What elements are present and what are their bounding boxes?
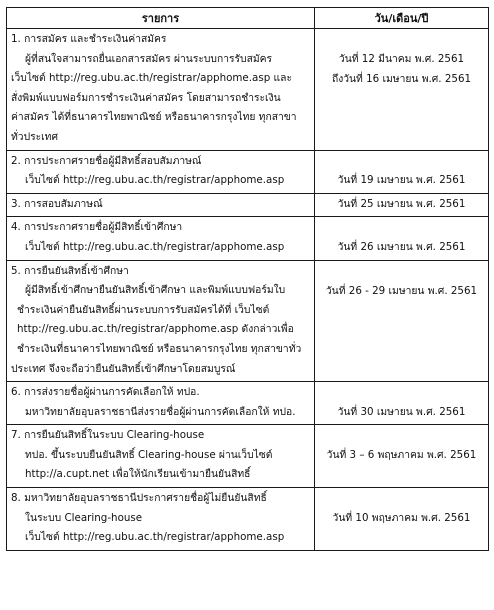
item-text: เว็บไซต์ http://reg.ubu.ac.th/registrar/apphome.asp และ <box>11 72 292 85</box>
item-text: ประเทศ จึงจะถือว่ายืนยันสิทธิ์เข้าศึกษาโดยสมบูรณ์ <box>11 362 236 375</box>
date-cell <box>315 488 489 551</box>
schedule-table <box>6 7 489 551</box>
header-row <box>7 8 489 29</box>
item-title: 5. การยืนยันสิทธิ์เข้าศึกษา <box>11 264 129 277</box>
item-cell <box>7 488 315 551</box>
item-cell <box>7 150 315 193</box>
table-row <box>7 217 489 260</box>
item-title: 3. การสอบสัมภาษณ์ <box>11 197 103 210</box>
item-text: ผู้มีสิทธิ์เข้าศึกษายืนยันสิทธิ์เข้าศึกษา และพิมพ์แบบฟอร์มใบ <box>25 284 286 297</box>
date-cell <box>315 382 489 425</box>
item-title: 6. การส่งรายชื่อผู้ผ่านการคัดเลือกให้ ทปอ. <box>11 386 200 399</box>
item-text: ในระบบ Clearing-house <box>25 511 143 524</box>
table-row <box>7 488 489 551</box>
item-text: ผู้ที่สนใจสามารถยื่นเอกสารสมัคร ผ่านระบบการรับสมัคร <box>25 52 273 65</box>
date-text: วันที่ 12 มีนาคม พ.ศ. 2561 <box>338 53 465 65</box>
item-text: ทั่วประเทศ <box>11 130 59 143</box>
date-cell <box>315 29 489 151</box>
date-text: ถึงวันที่ 16 เมษายน พ.ศ. 2561 <box>331 72 472 85</box>
date-text: วันที่ 19 เมษายน พ.ศ. 2561 <box>337 174 466 187</box>
date-text: วันที่ 30 เมษายน พ.ศ. 2561 <box>337 405 466 418</box>
item-text: เว็บไซต์ http://reg.ubu.ac.th/registrar/apphome.asp <box>25 240 285 253</box>
date-text: วันที่ 3 – 6 พฤษภาคม พ.ศ. 2561 <box>326 448 477 461</box>
date-cell <box>315 150 489 193</box>
item-cell <box>7 382 315 425</box>
item-text: ชำระเงินค่ายืนยันสิทธิ์ผ่านระบบการรับสมัครได้ที่ เว็บไซต์ <box>17 303 270 316</box>
date-cell <box>315 217 489 260</box>
item-title: 1. การสมัคร และชำระเงินค่าสมัคร <box>11 33 167 45</box>
item-text: สั่งพิมพ์แบบฟอร์มการชำระเงินค่าสมัคร โดยสามารถชำระเงิน <box>11 91 281 104</box>
table-row <box>7 150 489 193</box>
item-cell <box>7 260 315 382</box>
item-text: ทปอ. ขึ้นระบบยืนยันสิทธิ์ Clearing-house ผ่านเว็บไซต์ <box>25 448 273 461</box>
item-cell <box>7 217 315 260</box>
item-title: 8. มหาวิทยาลัยอุบลราชธานีประกาศรายชื่อผู้ไม่ยืนยันสิทธิ์ <box>11 492 267 505</box>
date-text: วันที่ 26 เมษายน พ.ศ. 2561 <box>337 240 466 253</box>
item-text: http://reg.ubu.ac.th/registrar/apphome.asp ดังกล่าวเพื่อ <box>17 323 294 336</box>
date-text: วันที่ 26 - 29 เมษายน พ.ศ. 2561 <box>325 284 478 297</box>
item-text: http://a.cupt.net เพื่อให้นักเรียนเข้ามายืนยันสิทธิ์ <box>25 468 251 481</box>
item-text: ชำระเงินที่ธนาคารไทยพาณิชย์ หรือธนาคารกรุงไทย ทุกสาขาทั่ว <box>17 342 302 355</box>
table-row <box>7 382 489 425</box>
table-row <box>7 193 489 217</box>
date-text: วันที่ 10 พฤษภาคม พ.ศ. 2561 <box>332 511 471 524</box>
item-text: เว็บไซต์ http://reg.ubu.ac.th/registrar/apphome.asp <box>25 531 285 544</box>
item-text: มหาวิทยาลัยอุบลราชธานีส่งรายชื่อผู้ผ่านการคัดเลือกให้ ทปอ. <box>25 405 296 418</box>
item-title: 4. การประกาศรายชื่อผู้มีสิทธิ์เข้าศึกษา <box>11 221 183 234</box>
item-title: 7. การยืนยันสิทธิ์ในระบบ Clearing-house <box>11 429 205 442</box>
item-text: เว็บไซต์ http://reg.ubu.ac.th/registrar/apphome.asp <box>25 174 285 187</box>
header-date: วัน/เดือน/ปี <box>315 8 489 29</box>
header-item: รายการ <box>7 8 315 29</box>
table-row <box>7 425 489 488</box>
item-cell <box>7 29 315 151</box>
item-title: 2. การประกาศรายชื่อผู้มีสิทธิ์สอบสัมภาษณ์ <box>11 154 202 167</box>
item-cell <box>7 193 315 217</box>
date-cell <box>315 260 489 382</box>
table-row <box>7 29 489 151</box>
date-cell <box>315 193 489 217</box>
item-cell <box>7 425 315 488</box>
date-text: วันที่ 25 เมษายน พ.ศ. 2561 <box>337 197 466 210</box>
date-cell <box>315 425 489 488</box>
item-text: ค่าสมัคร ได้ที่ธนาคารไทยพาณิชย์ หรือธนาคารกรุงไทย ทุกสาขา <box>11 111 297 124</box>
table-row <box>7 260 489 382</box>
